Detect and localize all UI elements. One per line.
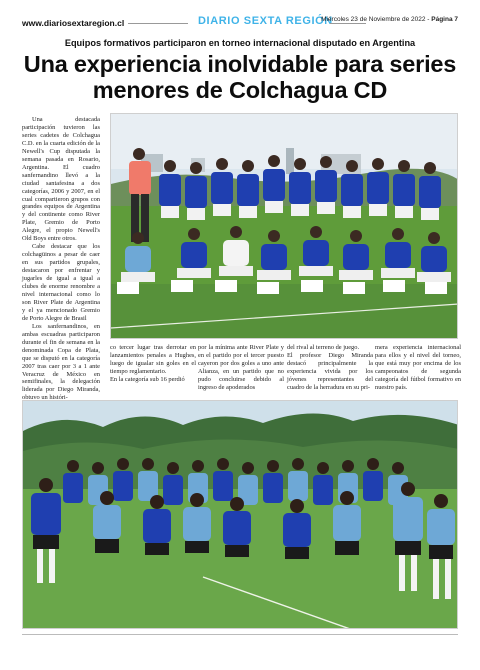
paragraph-7: mera experiencia internacional para ellos y el nivel del torneo, que está muy por encima de los campeonatos de segunda categoría del fútbol formativo en nuestro país. [375,344,461,391]
dateline [321,16,458,23]
team-photo-top [110,113,458,339]
paragraph-2: Cabe destacar que los colchagüinos a pesar de caer en sus partidos grupales, destacaron por enfrentar y jugarles de igual a igual a clubes de enorme renombre a nivel internacional como lo son River Plate de Argentina y el ya mencionado Gremio de Porto Alegre de Brasil [22,243,100,322]
paragraph-5: por la mínima ante River Plate y en el partido por el tercer puesto cayeron por dos goles a uno ante Alianza, en un partido que no pudo concluirse debido al ingreso de apoderados [198,344,284,391]
footer-rule [22,634,458,635]
article-column-1 [22,116,100,402]
team-photo-top-image [111,114,458,339]
page-number: Página 7 [431,16,458,23]
site-url[interactable]: www.diariosextaregion.cl [22,18,125,28]
article-column-5 [375,344,461,392]
header-rule-right [330,23,366,24]
header-rule-left [128,23,188,24]
article-column-3 [198,344,284,392]
page-header [22,8,458,30]
article-headline [0,51,480,103]
headline-line-2: menores de Colchagua CD [92,77,388,103]
headline-line-1: Una experiencia inolvidable para series [23,51,457,77]
team-photo-bottom-image [23,401,458,629]
team-photo-bottom [22,400,458,629]
paragraph-3: Los sanfernandinos, en ambas escuadras participaron durante el fin de semana en la denominada Copa de Plata, que se disputó en la categoría 2007 tras caer por 3 a 1 ante Veracruz de México en semifinales, la delegación liderada por Diego Miranda, obtuvo un históri- [22,322,100,402]
article-column-4 [287,344,373,392]
paragraph-1: Una destacada participación tuvieron las series cadetes de Colchagua C.D. en la cuarta edición de la Newell's Cup disputada la semana pasada en Rosario, Argentina. El cuadro sanfernandino llevó a la ciudad santafesina a dos categorías, 2006 y 2007, en el cual compartieron grupos con grandes equipos de Argentina y del continente como River Plate, Gremio de Porto Alegre, el propio Newell's Old Boys entre otros. [22,116,100,243]
paragraph-6: del rival al terreno de juego. El profesor Diego Miranda destacó principalmente la experiencia vivida por los jóvenes representantes del cuadro de la herradura en su pri- [287,344,373,391]
article-column-2 [110,344,196,384]
date-text: Miércoles 23 de Noviembre de 2022 - [321,16,432,23]
paragraph-4: co tercer lugar tras derrotar en lanzamientos penales a Hughes, luego de igualar sin goles en el tiempo reglamentario. En la categoría sub 16 perdió [110,344,196,383]
masthead: DIARIO SEXTA REGIÓN [198,15,333,27]
article-kicker: Equipos formativos participaron en torneo internacional disputado en Argentina [64,38,416,48]
